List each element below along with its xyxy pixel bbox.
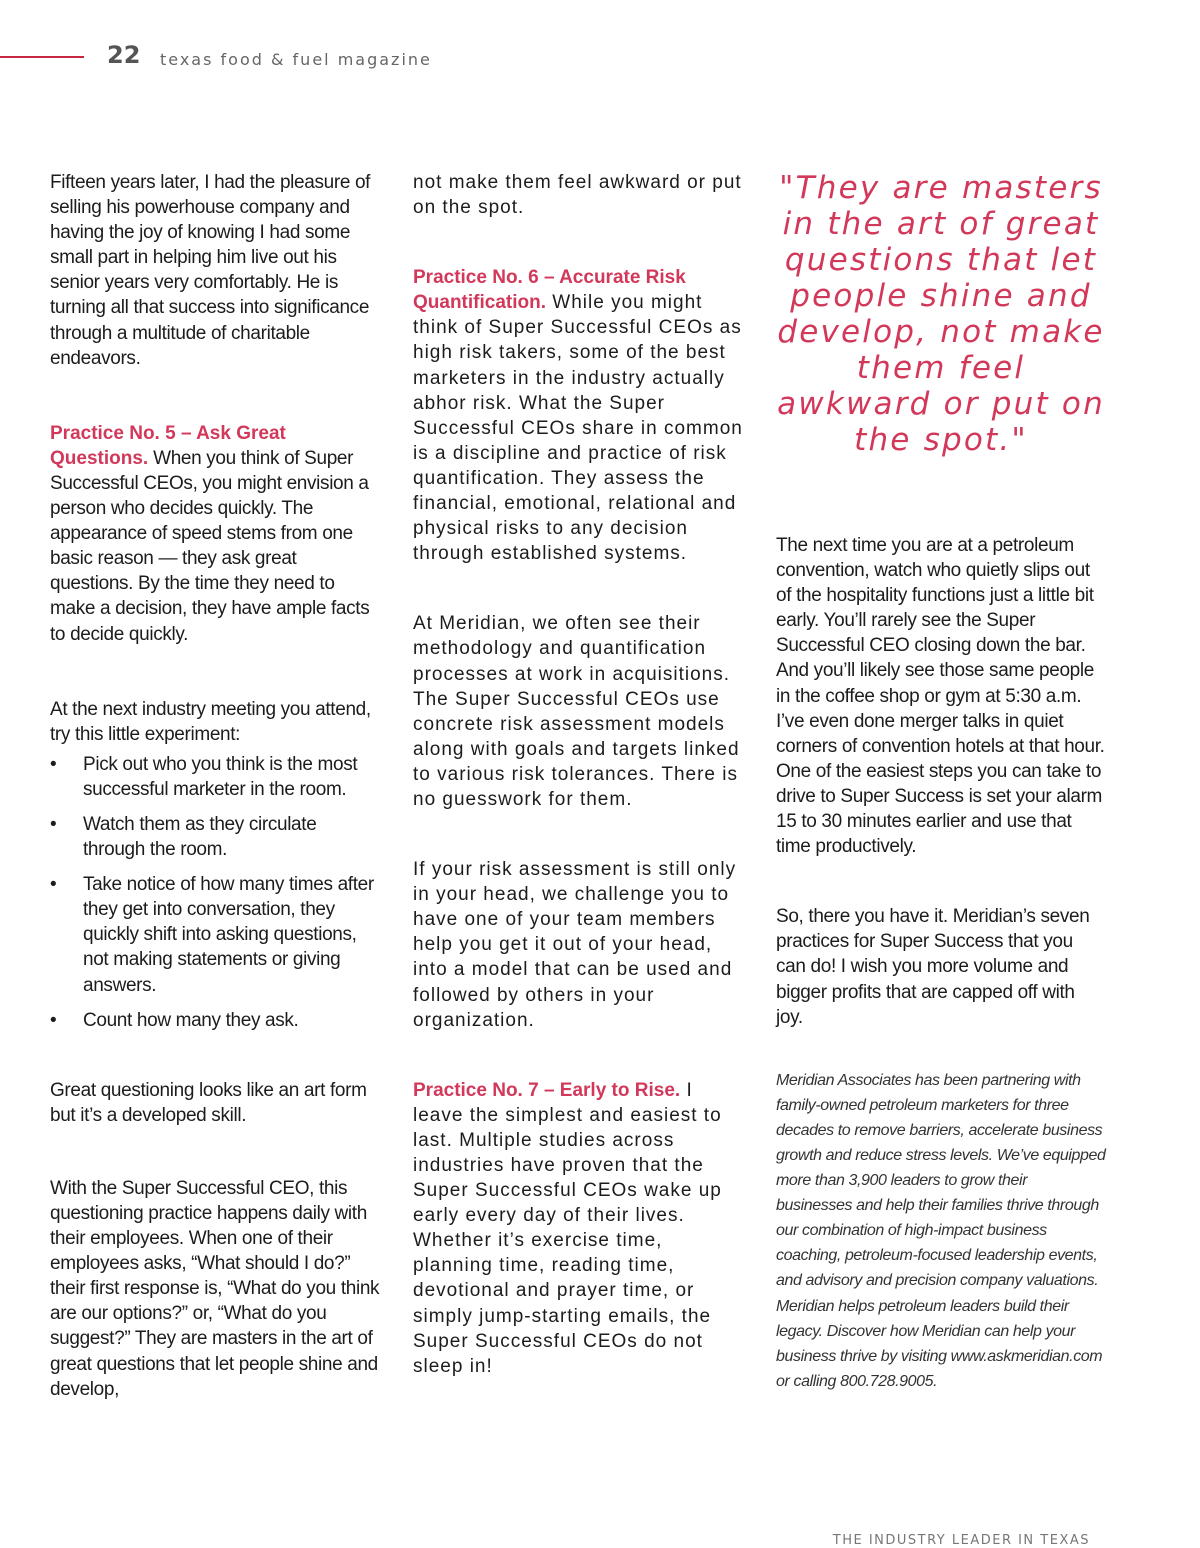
header-rule	[0, 56, 84, 58]
magazine-title: texas food & fuel magazine	[160, 50, 432, 69]
practice-7-body: I leave the simplest and easiest to last. Multiple studies across industries have proven that the Super Successful CEOs wake up early every day of their lives. Whether it’s exercise time, planning time, reading time, devotional and prayer time, or simply jump-starting emails, the Super Successful CEOs do not sleep in!	[413, 1079, 722, 1377]
column-2	[413, 170, 743, 1379]
paragraph: With the Super Successful CEO, this questioning practice happens daily with their employees. When one of their employees asks, “What should I do?” their first response is, “What do you think are our options?” or, “What do you suggest?” They are masters in the art of great questions that let people shine and develop,	[50, 1177, 380, 1400]
author-bio: Meridian Associates has been partnering with family-owned petroleum marketers for three decades to remove barriers, accelerate business growth and reduce stress levels. We’ve equipped more than 3,900 leaders to grow their businesses and help their families thrive through our combination of high-impact business coaching, petroleum-focused leadership events, and advisory and precision company valuations. Meridian helps petroleum leaders build their legacy. Discover how Meridian can help your business thrive by visiting www.askmeridian.com or calling 800.728.9005.	[776, 1071, 1106, 1390]
paragraph: At the next industry meeting you attend, try this little experiment:	[50, 698, 371, 745]
column-1	[50, 170, 380, 1402]
paragraph: Fifteen years later, I had the pleasure of selling his powerhouse company and having the joy of knowing I had some small part in helping him live out his senior years very comfortably. He is turning all that success into significance through a multitude of charitable endeavors.	[50, 172, 371, 369]
paragraph: At Meridian, we often see their methodology and quantification processes at work in acquisitions. The Super Successful CEOs use concrete risk assessment models along with goals and targets linked to various risk tolerances. There is no guesswork for them.	[413, 613, 740, 810]
practice-6-body: While you might think of Super Successful CEOs as high risk takers, some of the best marketers in the industry actually abhor risk. What the Super Successful CEOs share in common is a discipline and practice of risk quantification. They assess the financial, emotional, relational and physical risks to any decision through established systems.	[413, 292, 743, 565]
practice-7-paragraph	[413, 1078, 743, 1379]
footer-tagline: THE INDUSTRY LEADER IN TEXAS	[832, 1533, 1090, 1548]
practice-5-paragraph	[50, 421, 380, 647]
practice-7-heading: Practice No. 7 – Early to Rise.	[413, 1079, 681, 1101]
list-item: • Count how many they ask.	[50, 1008, 380, 1033]
practice-5-body: When you think of Super Successful CEOs, you might envision a person who decides quickly. The appearance of speed stems from one basic reason — they ask great questions. By the time they need to make a decision, they have ample facts to decide quickly.	[50, 447, 370, 645]
practice-6-paragraph	[413, 265, 743, 566]
practice-5-heading: Practice No. 5 – Ask Great Questions.	[50, 422, 286, 469]
list-item: • Watch them as they circulate through the room.	[50, 812, 380, 862]
column-3	[776, 170, 1106, 1394]
paragraph: Great questioning looks like an art form but it’s a developed skill.	[50, 1079, 367, 1126]
paragraph: not make them feel awkward or put on the spot.	[413, 172, 742, 219]
list-item: • Pick out who you think is the most successful marketer in the room.	[50, 752, 380, 802]
paragraph: So, there you have it. Meridian’s seven practices for Super Success that you can do! I wish you more volume and bigger profits that are capped off with joy.	[776, 906, 1090, 1028]
page-number: 22	[107, 41, 141, 69]
experiment-list	[50, 752, 380, 1033]
paragraph: The next time you are at a petroleum convention, watch who quietly slips out of the hospitality functions just a little bit early. You’ll rarely see the Super Successful CEO closing down the bar. And you’ll likely see those same people in the coffee shop or gym at 5:30 a.m. I’ve even done merger talks in quiet corners of convention hotels at that hour. One of the easiest steps you can take to drive to Super Success is set your alarm 15 to 30 minutes earlier and use that time productively.	[776, 535, 1105, 858]
practice-6-heading: Practice No. 6 – Accurate Risk Quantification.	[413, 267, 686, 314]
paragraph: If your risk assessment is still only in your head, we challenge you to have one of your team members help you get it out of your head, into a model that can be used and followed by others in your organization.	[413, 859, 737, 1031]
pull-quote: "They are masters in the art of great questions that let people shine and develop, not make them feel awkward or put on the spot."	[777, 170, 1105, 458]
list-item: • Take notice of how many times after they get into conversation, they quickly shift into asking questions, not making statements or giving answers.	[50, 872, 380, 997]
